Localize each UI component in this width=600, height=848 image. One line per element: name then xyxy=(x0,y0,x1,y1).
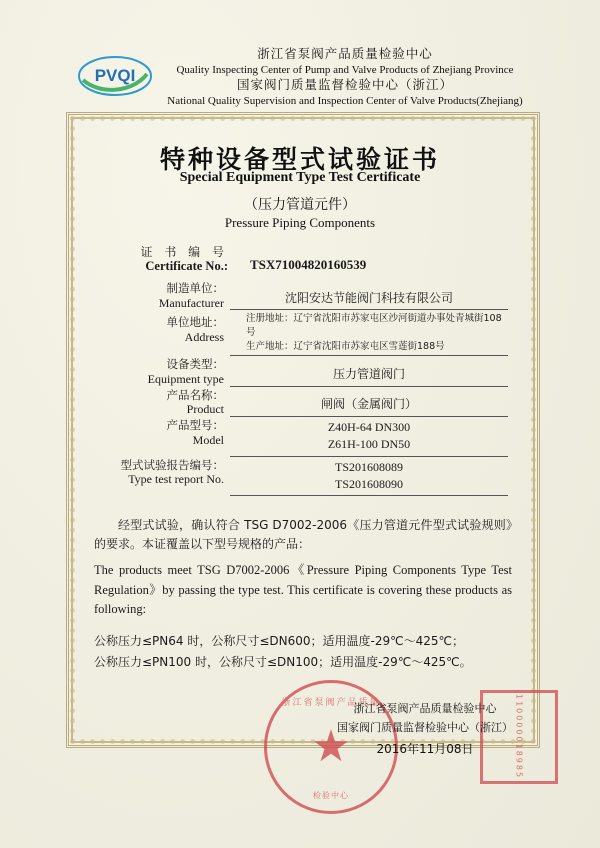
field-value-product xyxy=(230,389,508,417)
stamp-star-icon: ★ xyxy=(311,722,351,771)
field-label-report-no xyxy=(96,459,230,497)
subtitle-cn: （压力管道元件） xyxy=(244,197,356,213)
field-label-en: Manufacturer xyxy=(158,295,224,310)
field-row-product xyxy=(96,389,508,417)
body-paragraph-cn: 经型式试验，确认符合 TSG D7002-2006《压力管道元件型式试验规则》的要求。本证覆盖以下型号规格的产品： xyxy=(94,518,512,551)
stamp-arc-bottom: 检验中心 xyxy=(313,791,349,800)
field-row-equipment-type xyxy=(96,358,508,386)
issuer-line-2: 国家阀门质量监督检验中心（浙江） xyxy=(337,720,513,734)
title-en: Special Equipment Type Test Certificate xyxy=(179,170,421,185)
header-line1-cn: 浙江省泵阀产品质量检验中心 xyxy=(257,46,433,61)
svg-text:PVQI: PVQI xyxy=(94,66,136,85)
field-row-manufacturer xyxy=(96,282,508,310)
field-value-text: TS201608090 xyxy=(334,477,403,492)
issuer-line-1: 浙江省泵阀产品质量检验中心 xyxy=(353,702,497,715)
field-label-cn: 产品名称： xyxy=(166,387,224,402)
issue-date: 2016年11月08日 xyxy=(376,742,474,757)
field-value-text: 压力管道阀门 xyxy=(332,367,405,382)
spec-line-2: 公称压力≤PN100 时，公称尺寸≤DN100；适用温度-29℃～425℃。 xyxy=(94,655,472,670)
field-value-text: 生产地址：辽宁省沈阳市苏家屯区雪莲街188号 xyxy=(246,340,445,352)
field-label-en: Model xyxy=(192,432,224,447)
fields-table xyxy=(96,282,508,498)
stamp-square-text: 110000018985 xyxy=(514,694,524,780)
field-value-text: 沈阳安达节能阀门科技有限公司 xyxy=(284,290,453,305)
field-value-manufacturer xyxy=(230,282,508,310)
field-label-en: Address xyxy=(184,329,224,344)
pvqi-logo xyxy=(77,50,153,102)
field-row-report-no xyxy=(96,459,508,497)
field-label-product xyxy=(96,389,230,417)
certificate-number-value: TSX71004820160539 xyxy=(250,256,367,272)
header-line2-en: National Quality Supervision and Inspection Center of Valve Products(Zhejiang) xyxy=(167,94,523,107)
field-value-text: Z61H-100 DN50 xyxy=(327,437,411,452)
field-value-model xyxy=(230,419,508,457)
field-label-cn: 单位地址： xyxy=(166,315,224,330)
field-label-cn: 型式试验报告编号： xyxy=(120,457,224,472)
field-label-en: Equipment type xyxy=(147,372,224,387)
header-line1-en: Quality Inspecting Center of Pump and Valve Products of Zhejiang Province xyxy=(176,63,514,76)
field-value-address xyxy=(230,312,508,356)
field-value-text: Z40H-64 DN300 xyxy=(327,419,411,434)
certificate-number-label xyxy=(96,245,228,274)
subtitle-en: Pressure Piping Components xyxy=(224,215,376,230)
field-value-text: 闸阀（金属阀门） xyxy=(320,397,417,412)
field-label-manufacturer xyxy=(96,282,230,310)
field-value-report-no xyxy=(230,459,508,497)
certificate-number-label-en: Certificate No.: xyxy=(145,259,228,274)
certificate-number-row xyxy=(96,245,504,274)
header-line2-cn: 国家阀门质量监督检验中心（浙江） xyxy=(236,77,453,93)
field-label-cn: 制造单位： xyxy=(166,281,224,295)
certificate-number-label-cn: 证 书 编 号 xyxy=(140,245,228,259)
field-value-equipment-type xyxy=(230,358,508,386)
field-row-model xyxy=(96,419,508,457)
body-specs xyxy=(94,631,512,673)
spec-line-1: 公称压力≤PN64 时，公称尺寸≤DN600；适用温度-29℃～425℃； xyxy=(94,634,464,649)
field-value-text: 注册地址：辽宁省沈阳市苏家屯区沙河街道办事处青城街108号 xyxy=(246,313,502,338)
field-value-text: TS201608089 xyxy=(334,459,403,474)
title-cn: 特种设备型式试验证书 xyxy=(159,145,440,174)
body-text xyxy=(94,516,512,673)
field-label-model xyxy=(96,419,230,457)
field-label-address xyxy=(96,312,230,356)
field-row-address xyxy=(96,312,508,356)
body-paragraph-en: The products meet TSG D7002-2006《Pressure Piping Components Type Test Regulation》by passing the type test. This certificate is covering these products as following: xyxy=(94,563,512,616)
pvqi-logo-icon xyxy=(77,50,153,102)
field-label-en: Type test report No. xyxy=(128,472,224,487)
field-label-cn: 设备类型： xyxy=(166,357,224,372)
document-header xyxy=(0,46,600,108)
field-label-en: Product xyxy=(186,402,224,417)
header-text-block xyxy=(167,46,522,108)
issuer-signature-block xyxy=(320,700,530,760)
stamp-arc-top: 浙江省泵阀产品质量 xyxy=(281,698,381,708)
field-label-equipment-type xyxy=(96,358,230,386)
field-label-cn: 产品型号： xyxy=(166,417,224,432)
